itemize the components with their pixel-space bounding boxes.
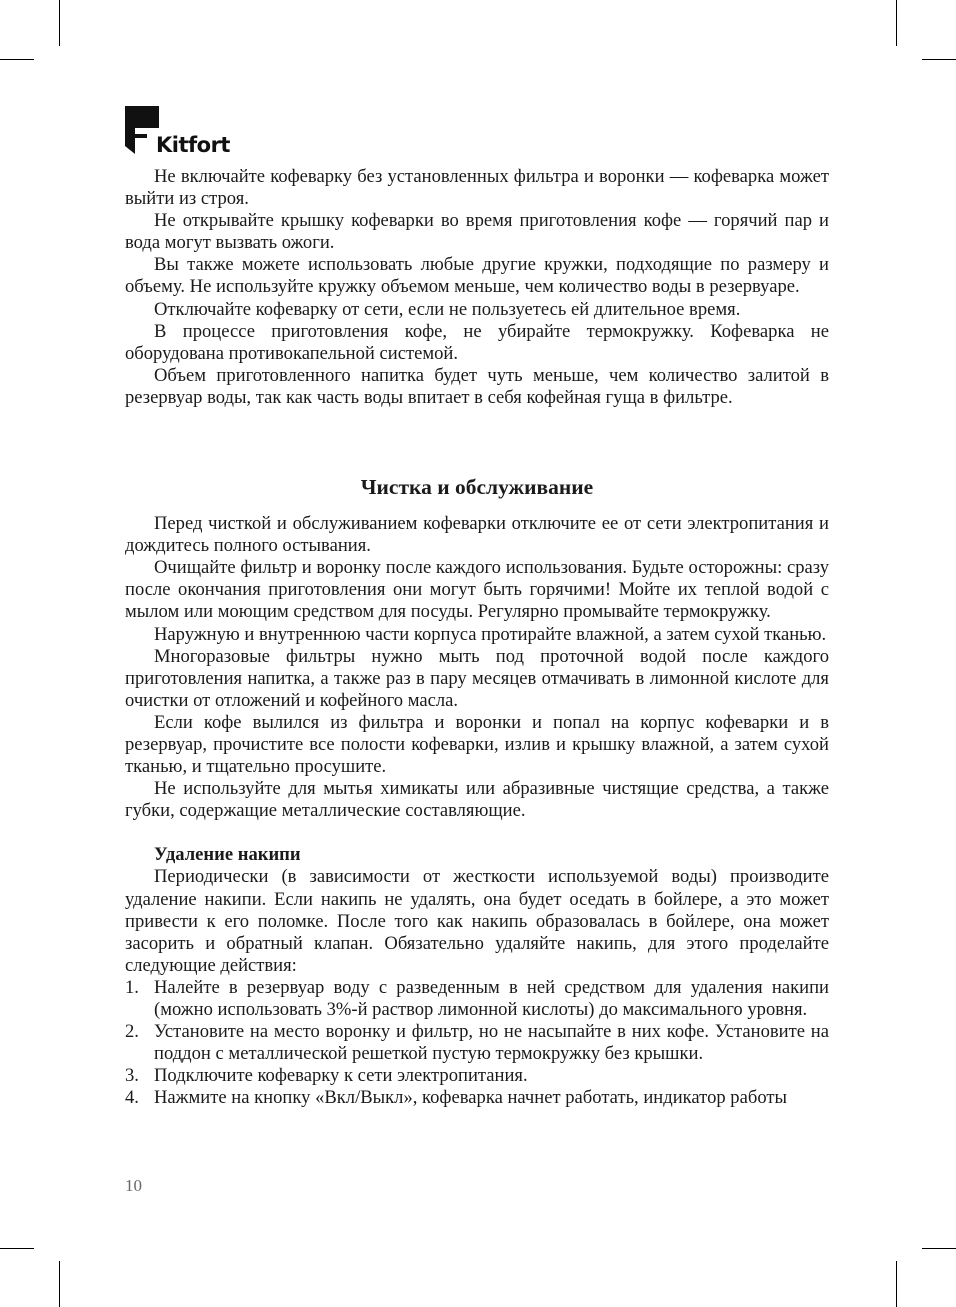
paragraph: Отключайте кофеварку от сети, если не пользуетесь ей длительное время.	[154, 298, 741, 320]
document-body	[125, 166, 829, 1109]
crop-mark-top-right	[896, 0, 897, 46]
step-text: Нажмите на кнопку «Вкл/Выкл», кофеварка начнет работать, индикатор работы	[154, 1087, 787, 1109]
step-number: 2.	[125, 1021, 139, 1043]
paragraph: Если кофе вылился из фильтра и воронки и попал на корпус кофеварки и в резервуар, прочистите все полости кофеварки, излив и крышку влажной, а затем сухой тканью, и тщательно просушите.	[125, 711, 829, 778]
step-text: Подключите кофеварку к сети электропитания.	[154, 1065, 528, 1087]
crop-mark-bottom-right	[896, 1261, 897, 1307]
paragraph: В процессе приготовления кофе, не убирайте термокружку. Кофеварка не оборудована противокапельной системой.	[125, 320, 829, 364]
paragraph: Наружную и внутреннюю части корпуса протирайте влажной, а затем сухой тканью.	[154, 623, 827, 645]
list-item	[125, 1021, 829, 1065]
paragraph: Многоразовые фильтры нужно мыть под проточной водой после каждого приготовления напитка, а также раз в пару месяцев отмачивать в лимонной кислоте для очистки от отложений и кофейного масла.	[125, 645, 829, 711]
paragraph: Перед чисткой и обслуживанием кофеварки отключите ее от сети электропитания и дождитесь полного остывания.	[125, 513, 829, 557]
paragraph: Периодически (в зависимости от жесткости используемой воды) производите удаление накипи. Если накипь не удалять, она будет оседать в бойлере, а это может привести к его поломке. После того как накипь образовалась в бойлере, она может засорить и обратный клапан. Обязательно удаляйте накипь, для этого проделайте следующие действия:	[125, 866, 829, 976]
descaling-block	[125, 844, 829, 1109]
brand-name: Kitfort	[156, 133, 230, 157]
step-number: 1.	[125, 976, 139, 998]
paragraph: Не открывайте крышку кофеварки во время приготовления кофе — горячий пар и вода могут вызвать ожоги.	[125, 210, 829, 254]
step-text: Налейте в резервуар воду с разведенным в ней средством для удаления накипи (можно использовать 3%-й раствор лимонной кислоты) до максимального уровня.	[154, 976, 829, 1020]
crop-mark-bottom-right-h	[922, 1248, 956, 1249]
crop-mark-bottom-left	[59, 1261, 60, 1307]
step-number: 3.	[125, 1065, 139, 1087]
list-item	[125, 1065, 829, 1087]
paragraph: Объем приготовленного напитка будет чуть меньше, чем количество залитой в резервуар воды, так как часть воды впитает в себя кофейная гуща в фильтре.	[125, 364, 829, 408]
step-number: 4.	[125, 1087, 139, 1109]
step-text: Установите на место воронку и фильтр, но не насыпайте в них кофе. Установите на поддон с металлической решеткой пустую термокружку без крышки.	[154, 1021, 829, 1065]
brand-logo	[125, 106, 245, 158]
subsection-title: Удаление накипи	[154, 844, 301, 866]
kitfort-logo-icon	[125, 106, 159, 156]
page-number: 10	[125, 1176, 142, 1195]
section-title: Чистка и обслуживание	[360, 475, 594, 500]
crop-mark-top-left-h	[0, 59, 34, 60]
steps-list	[125, 977, 829, 1110]
crop-mark-top-left	[59, 0, 60, 46]
paragraph: Очищайте фильтр и воронку после каждого использования. Будьте осторожны: сразу после окончания приготовления они могут быть горячими! Мойте их теплой водой с мылом или моющим средством для посуды. Регулярно промывайте термокружку.	[125, 557, 829, 623]
list-item	[125, 977, 829, 1021]
paragraph: Вы также можете использовать любые другие кружки, подходящие по размеру и объему. Не используйте кружку объемом меньше, чем количество воды в резервуаре.	[125, 254, 829, 298]
crop-mark-bottom-left-h	[0, 1248, 34, 1249]
paragraph: Не включайте кофеварку без установленных фильтра и воронки — кофеварка может выйти из строя.	[125, 166, 829, 210]
intro-block	[125, 166, 829, 409]
paragraph: Не используйте для мытья химикаты или абразивные чистящие средства, а также губки, содержащие металлические составляющие.	[125, 778, 829, 822]
cleaning-block	[125, 513, 829, 822]
list-item	[125, 1087, 829, 1109]
crop-mark-top-right-h	[922, 59, 956, 60]
